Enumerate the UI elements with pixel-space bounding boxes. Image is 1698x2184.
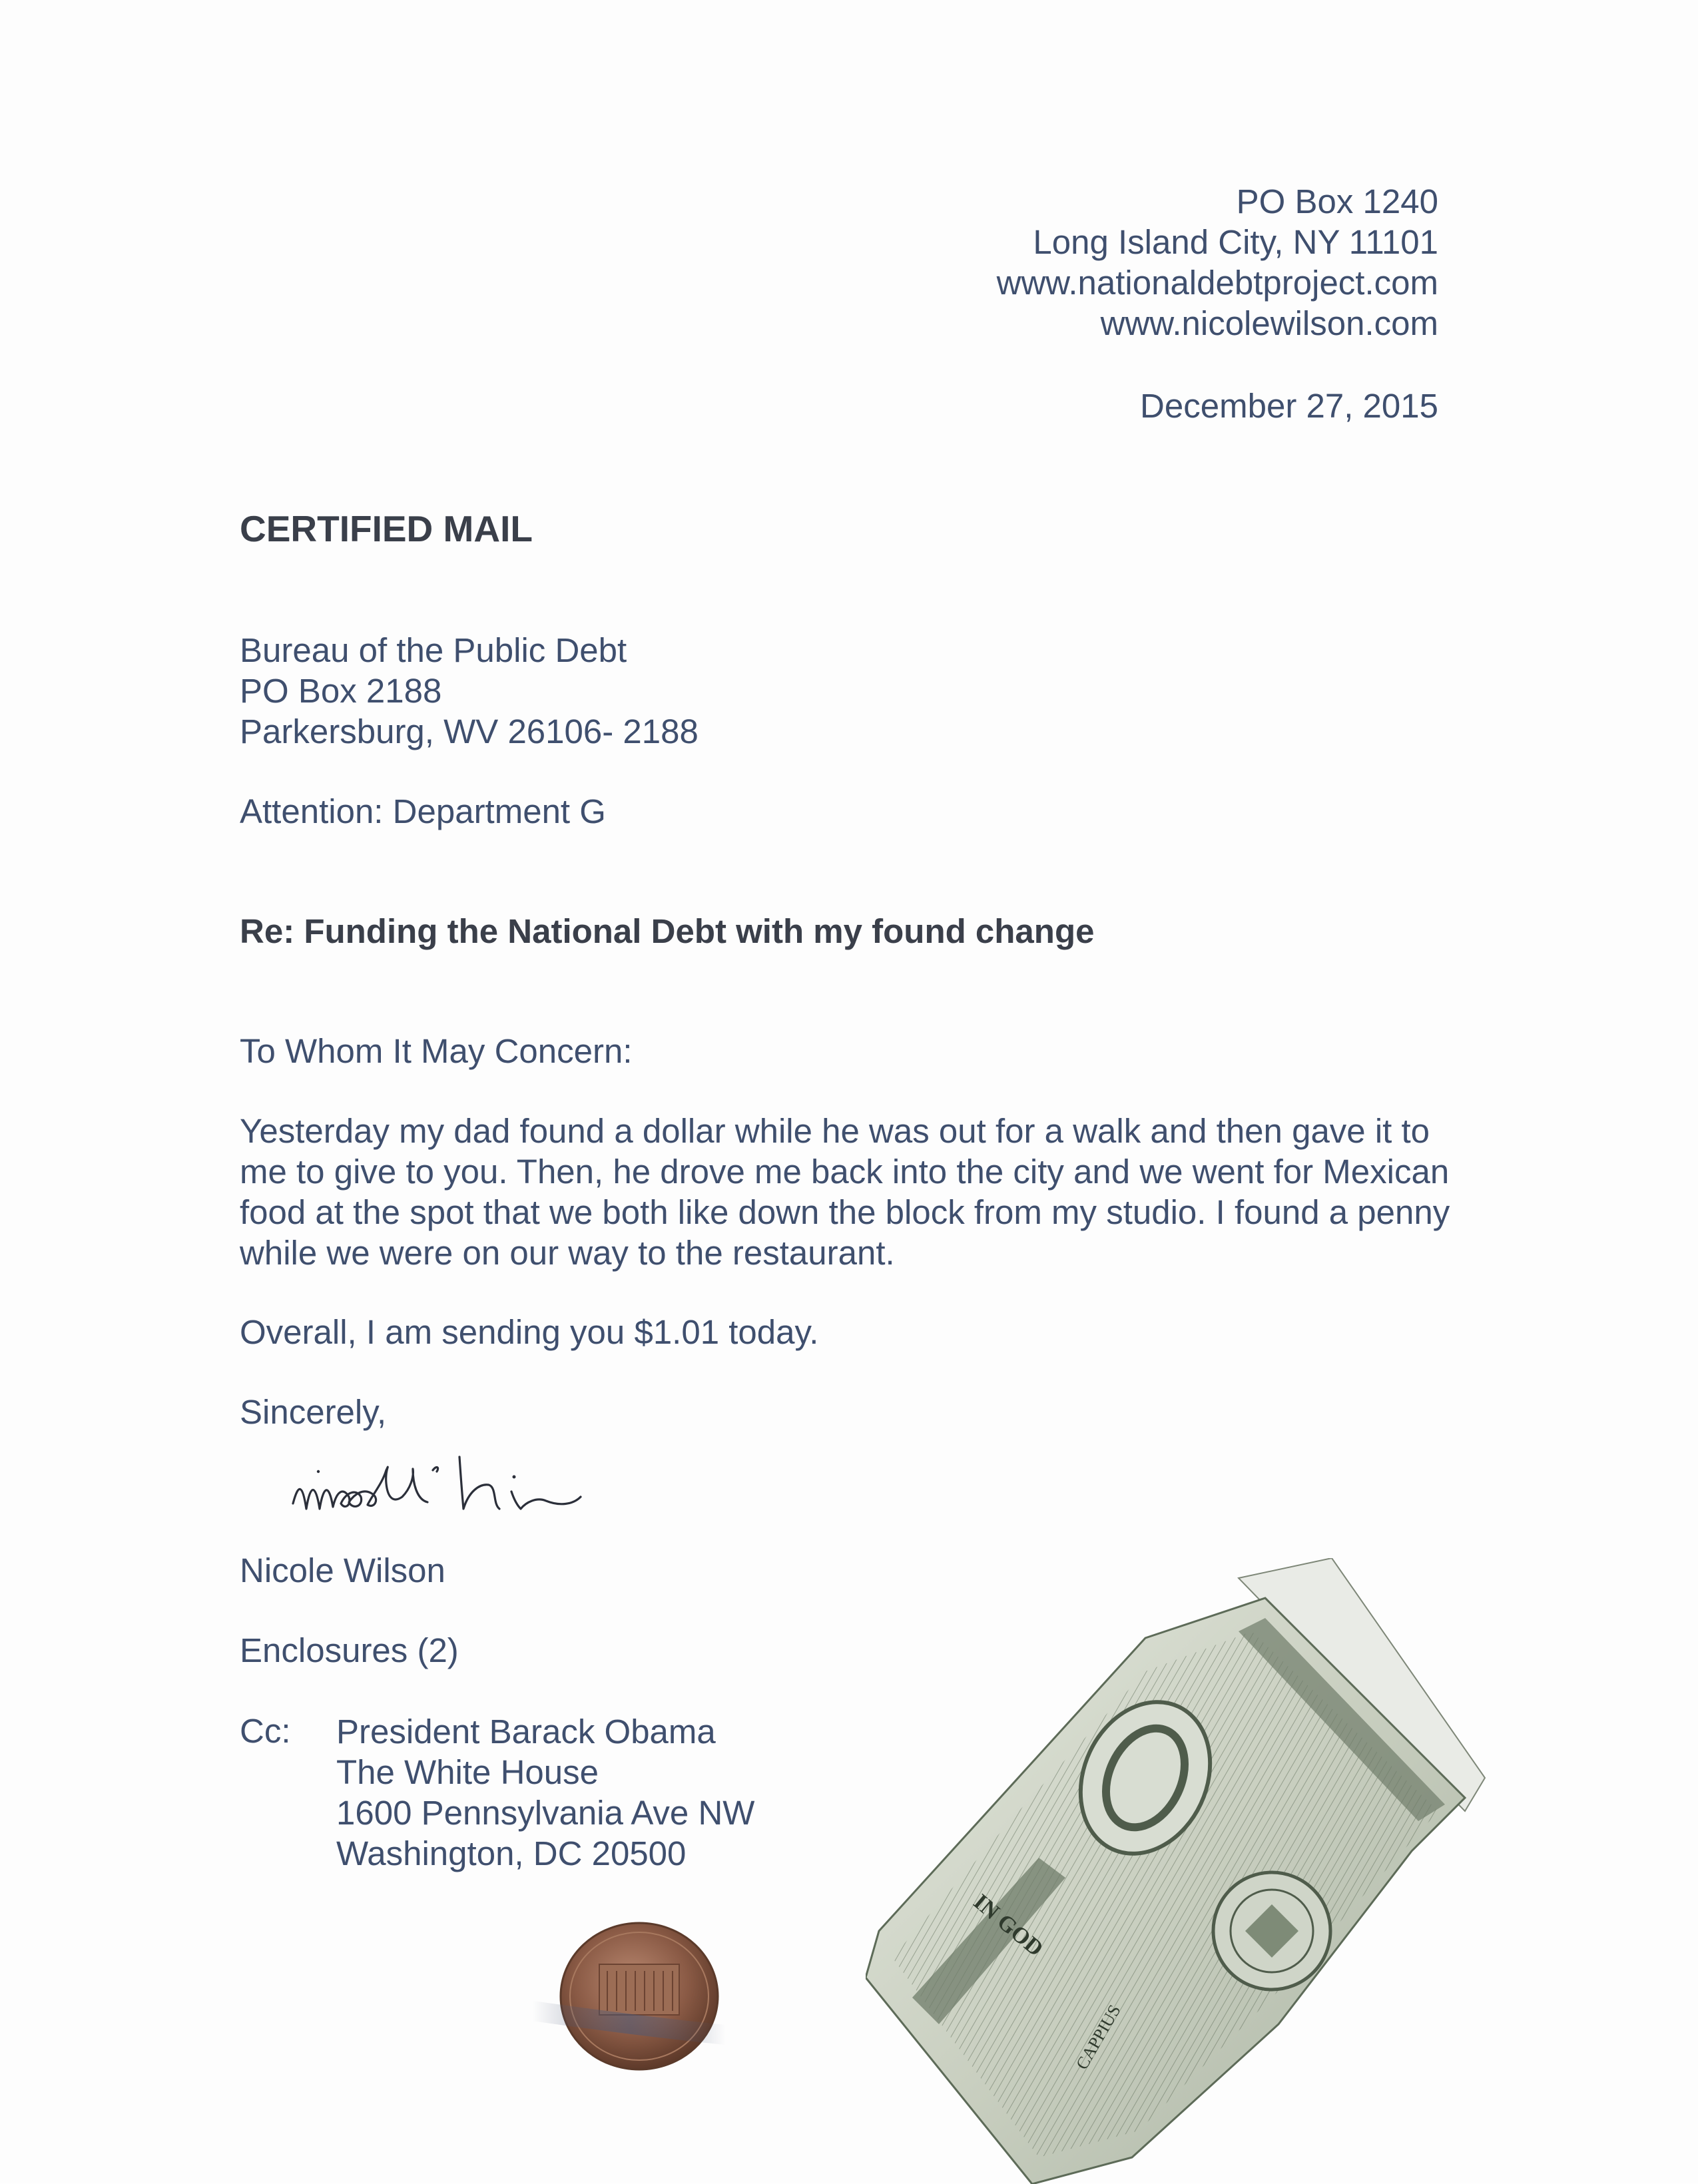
attention-line: Attention: Department G <box>240 792 606 830</box>
body-paragraph <box>240 1111 1452 1273</box>
dollar-motto-text: IN GOD <box>968 1889 1048 1962</box>
recipient-line: PO Box 2188 <box>240 672 442 710</box>
sender-line: Long Island City, NY 11101 <box>1033 223 1438 261</box>
sender-website-link[interactable]: www.nicolewilson.com <box>1100 304 1438 342</box>
body-line: Yesterday my dad found a dollar while he was out for a walk and then gave it to <box>240 1112 1430 1150</box>
body-line: food at the spot that we both like down the block from my studio. I found a penny <box>240 1193 1450 1231</box>
recipient-address <box>240 630 699 752</box>
dollar-seal-text: CAPPIUS <box>1072 2001 1125 2073</box>
cc-address <box>336 1711 754 1874</box>
body-line: while we were on our way to the restaurant. <box>240 1234 895 1272</box>
sender-line: PO Box 1240 <box>1236 182 1438 220</box>
sender-website-link[interactable]: www.nationaldebtproject.com <box>996 264 1438 302</box>
sender-name: Nicole Wilson <box>240 1551 445 1589</box>
folded-dollar-bill-icon <box>866 1558 1498 2184</box>
cc-line: Washington, DC 20500 <box>336 1834 687 1872</box>
certified-mail-heading: CERTIFIED MAIL <box>240 508 533 549</box>
closing: Sincerely, <box>240 1393 387 1431</box>
cc-line: The White House <box>336 1753 599 1791</box>
recipient-line: Parkersburg, WV 26106- 2188 <box>240 712 699 750</box>
recipient-line: Bureau of the Public Debt <box>240 631 627 669</box>
summary-paragraph: Overall, I am sending you $1.01 today. <box>240 1313 819 1351</box>
enclosures-line: Enclosures (2) <box>240 1631 459 1669</box>
cc-label: Cc: <box>240 1712 291 1750</box>
salutation: To Whom It May Concern: <box>240 1032 633 1070</box>
subject-line: Re: Funding the National Debt with my found change <box>240 912 1095 950</box>
cc-line: President Barack Obama <box>336 1713 716 1751</box>
letter-date: December 27, 2015 <box>1140 387 1438 425</box>
sender-address <box>997 181 1438 344</box>
cc-line: 1600 Pennsylvania Ave NW <box>336 1794 755 1832</box>
handwritten-signature <box>280 1430 653 1537</box>
penny-coin-icon <box>519 1918 732 2077</box>
body-line: me to give to you. Then, he drove me back into the city and we went for Mexican <box>240 1153 1450 1191</box>
